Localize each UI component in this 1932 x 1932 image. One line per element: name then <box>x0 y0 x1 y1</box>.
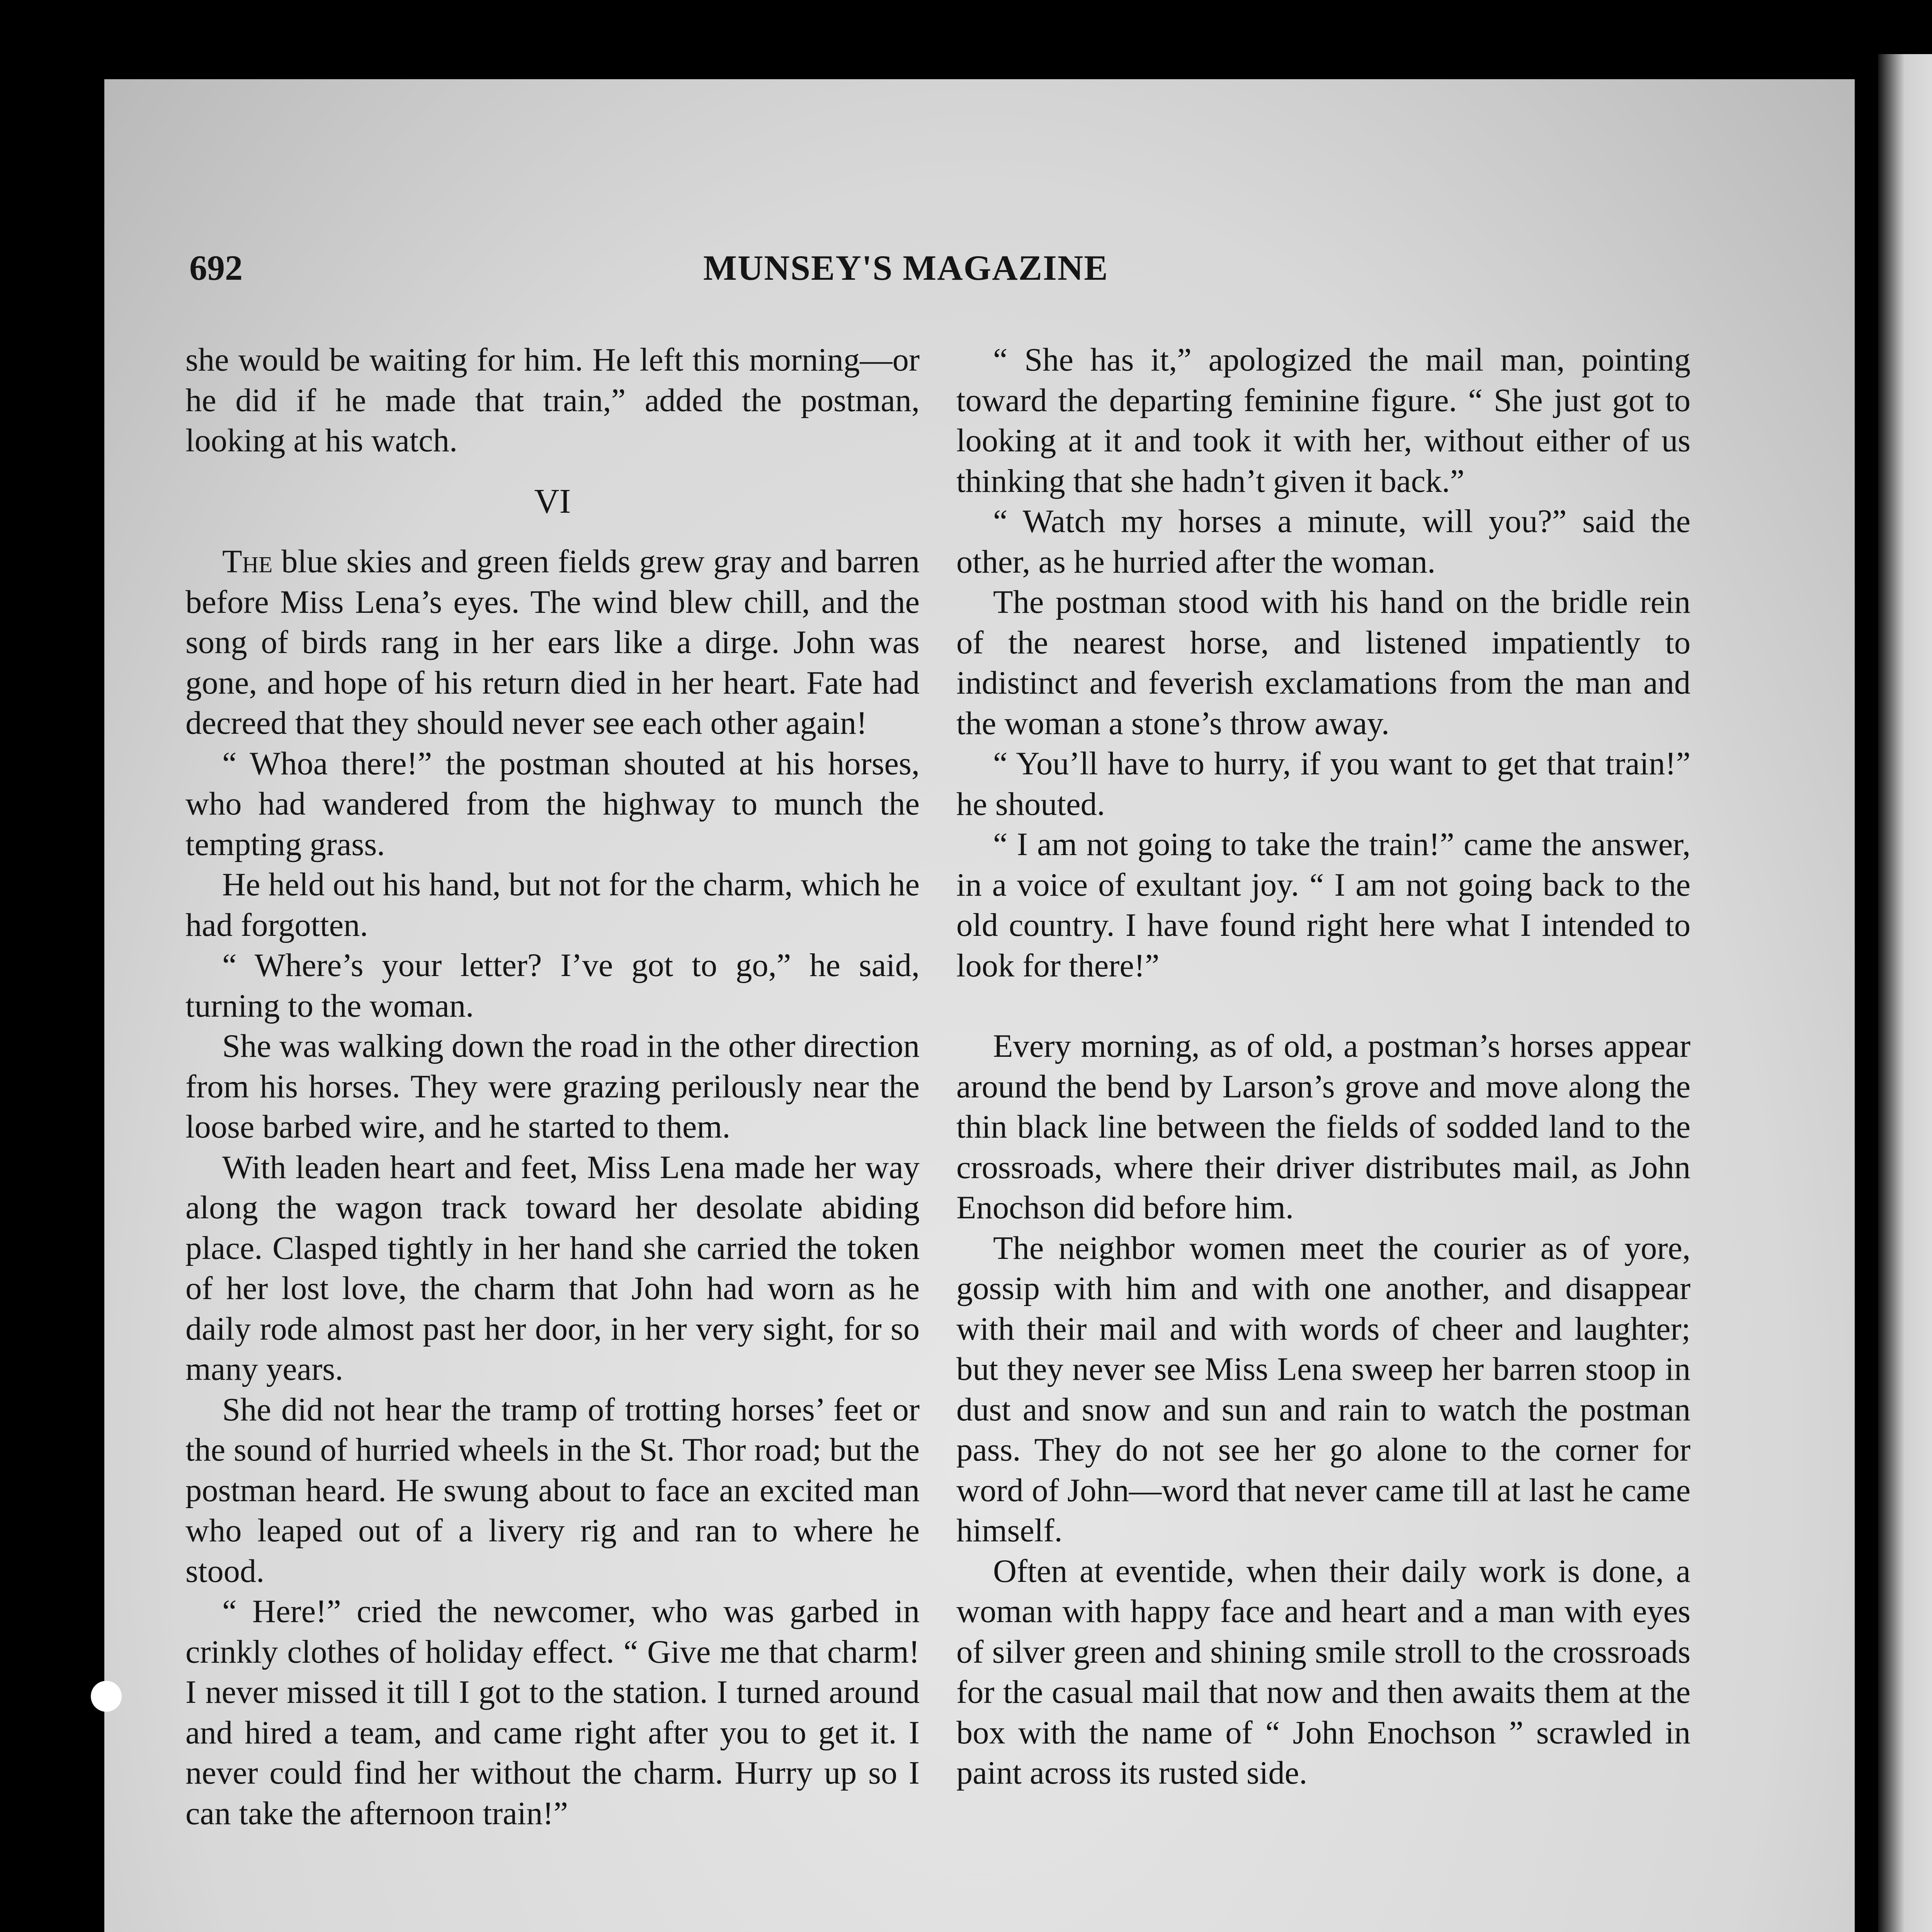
paragraph: “ She has it,” apologized the mail man, pointing toward the departing feminine figure. “ She just got to looking at it and took it with her, without either of us thinking that she hadn’t given it back.” <box>956 342 1690 499</box>
paragraph: Often at eventide, when their daily work is done, a woman with happy face and heart and a man with eyes of silver green and shining smile stroll to the crossroads for the casual mail that now and then awaits them at the box with the name of “ John Enochson ” scrawled in paint across its rusted side. <box>956 1553 1690 1791</box>
paragraph-text: blue skies and green fields grew gray and barren before Miss Lena’s eyes. The wind blew chill, and the song of birds rang in her ears like a dirge. John was gone, and hope of his return died in her heart. Fate had decreed that they should never see each other again! <box>185 544 920 741</box>
paragraph: The postman stood with his hand on the bridle rein of the nearest horse, and listened impatiently to indistinct and feverish exclamations from the man and the woman a stone’s throw away. <box>956 584 1690 742</box>
paragraph: she would be waiting for him. He left this morning—or he did if he made that train,” added the postman, looking at his watch. <box>185 342 920 459</box>
section-break <box>956 986 1690 1026</box>
paragraph: “ Here!” cried the newcomer, who was garbed in crinkly clothes of holiday effect. “ Give me that charm! I never missed it till I got to the station. I turned around and hired a team, and came right after you to get it. I never could find her without the charm. Hurry up so I can take the afternoon train!” <box>185 1594 920 1832</box>
paragraph: With leaden heart and feet, Miss Lena made her way along the wagon track toward her desolate abiding place. Clasped tightly in her hand she carried the token of her lost love, the charm that John had worn as he daily rode almost past her door, in her very sight, for so many years. <box>185 1149 920 1387</box>
right-column <box>956 340 1690 1794</box>
paragraph: He held out his hand, but not for the charm, which he had forgotten. <box>185 867 920 943</box>
paper-blemish <box>91 1681 122 1712</box>
paragraph: “ You’ll have to hurry, if you want to get that train!” he shouted. <box>956 746 1690 822</box>
paragraph: “ I am not going to take the train!” came the answer, in a voice of exultant joy. “ I am not going back to the old country. I have found right here what I intended to look for there!” <box>956 827 1690 984</box>
paragraph <box>185 542 920 744</box>
paragraph: Every morning, as of old, a postman’s horses appear around the bend by Larson’s grove and move along the thin black line between the fields of sodded land to the crossroads, where their driver distributes mail, as John Enochson did before him. <box>956 1028 1690 1226</box>
facing-page-edge <box>1878 54 1932 1932</box>
section-heading: VI <box>534 482 571 520</box>
paragraph: She did not hear the tramp of trotting horses’ feet or the sound of hurried wheels in the St. Thor road; but the postman heard. He swung about to face an excited man who leaped out of a livery rig and ran to where he stood. <box>185 1391 920 1589</box>
page-number: 692 <box>189 248 243 287</box>
paragraph: She was walking down the road in the other direction from his horses. They were grazing perilously near the loose barbed wire, and he started to them. <box>185 1028 920 1145</box>
paragraph: “ Watch my horses a minute, will you?” said the other, as he hurried after the woman. <box>956 503 1690 580</box>
paragraph: “ Where’s your letter? I’ve got to go,” he said, turning to the woman. <box>185 947 920 1024</box>
paragraph: “ Whoa there!” the postman shouted at his horses, who had wandered from the highway to munch the tempting grass. <box>185 745 920 862</box>
paragraph: The neighbor women meet the courier as of yore, gossip with him and with one another, and disappear with their mail and with words of cheer and laughter; but they never see Miss Lena sweep her barren stoop in dust and snow and sun and rain to watch the postman pass. They do not see her go alone to the corner for word of John—word that never came till at last he came himself. <box>956 1230 1690 1549</box>
left-column <box>185 340 920 1834</box>
section-dropword: The <box>222 544 273 580</box>
running-head: MUNSEY'S MAGAZINE <box>703 248 1109 287</box>
